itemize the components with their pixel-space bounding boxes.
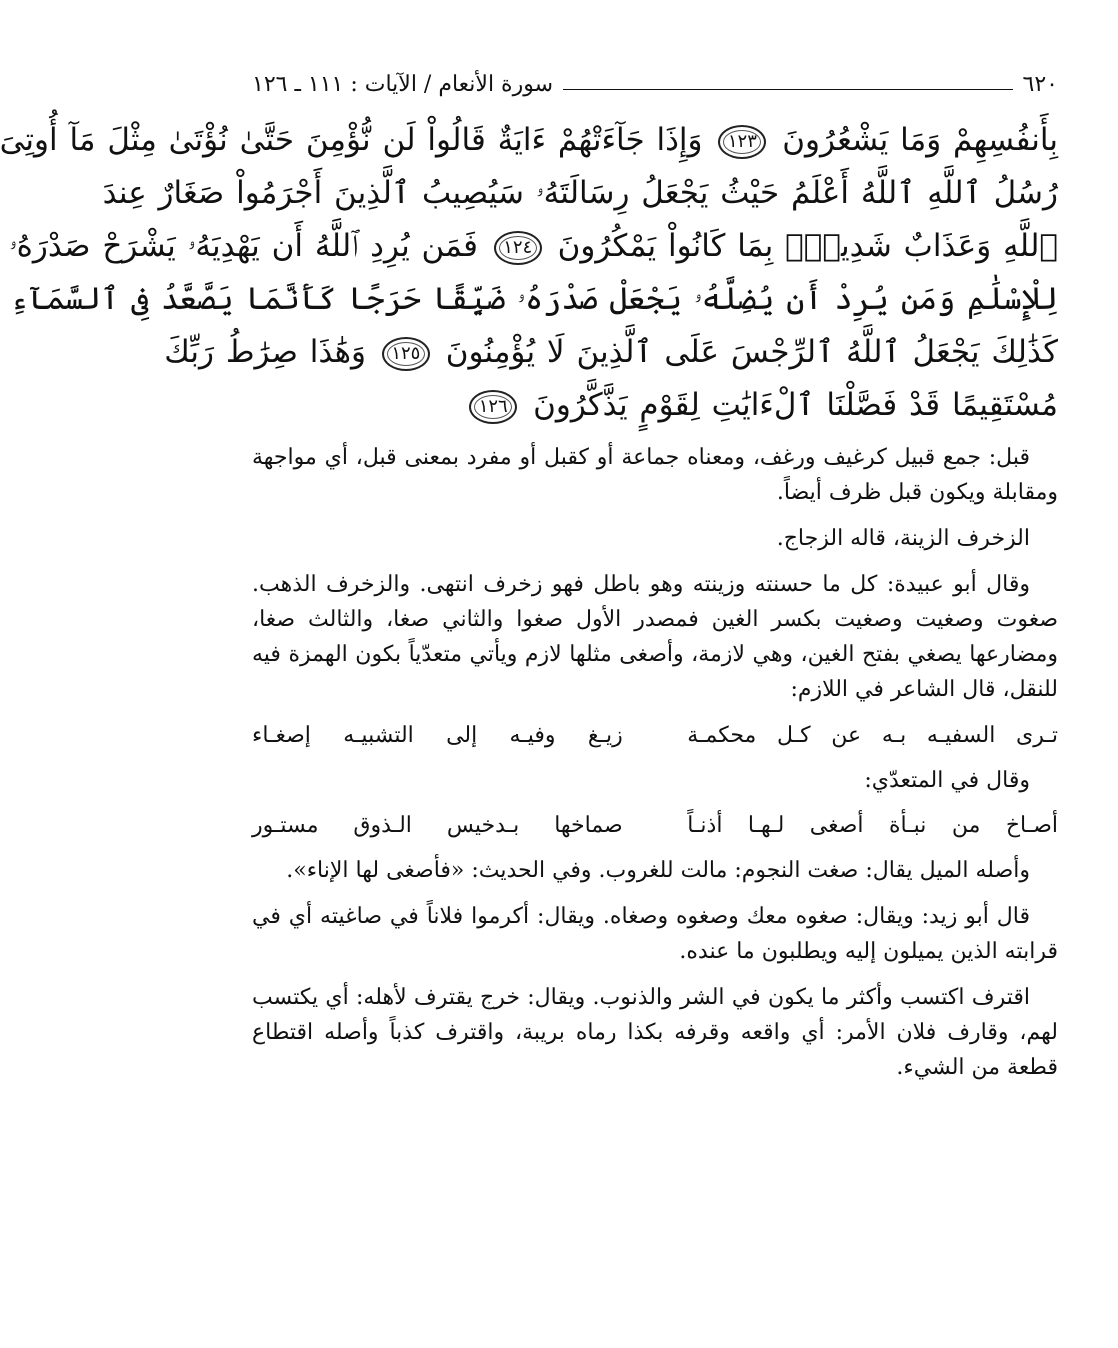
poetry-hemistich-second: زيـغ وفيـه إلى التشبيـه إصغـاء [252, 723, 623, 748]
quran-segment: مُسْتَقِيمًا قَدْ فَصَّلْنَا ٱلْءَايَٰتِ لِقَوْمٍ يَذَّكَّرُونَ [533, 387, 1058, 423]
quran-segment: ٱللَّهِ وَعَذَابٌ شَدِيدٌۢ بِمَا كَانُواْ يَمْكُرُونَ [557, 228, 1058, 264]
poetry-hemistich-first: تـرى السفيـه بـه عن كـل محكمـة [687, 723, 1058, 748]
quran-line [102, 167, 1058, 220]
quran-line [8, 220, 1058, 273]
quran-segment: كَذَٰلِكَ يَجْعَلُ ٱللَّهُ ٱلرِّجْسَ عَلَى ٱلَّذِينَ لَا يُؤْمِنُونَ [445, 334, 1058, 370]
poetry-verse [252, 808, 1058, 843]
commentary-paragraph: قال أبو زيد: ويقال: صغوه معك وصغوه وصغاه. ويقال: أكرموا فلاناً في صاغيته أي في قرابته الذين يميلون إليه ويطلبون ما عنده. [252, 904, 1058, 964]
quran-segment: فَمَن يُرِدِ ٱللَّهُ أَن يَهْدِيَهُۥ يَشْرَحْ صَدْرَهُۥ [8, 228, 478, 264]
poetry-hemistich-second: صماخها بـدخيس الـذوق مستـور [252, 813, 623, 838]
ayah-number-icon: ١٢٤ [494, 231, 542, 265]
commentary-block [252, 440, 1058, 1085]
page-header [252, 62, 1058, 102]
poetry-intro: وقال في المتعدّي: [864, 768, 1030, 793]
quran-segment: لِلْإِسْلَٰمِ وَمَن يُرِدْ أَن يُضِلَّهُۥ يَجْعَلْ صَدْرَهُۥ ضَيِّقًا حَرَجًا كَأَنَّمَا يَصَّعَّدُ فِى ٱلسَّمَآءِ [10, 281, 1058, 317]
book-page [0, 62, 1058, 1332]
commentary-paragraph: وقال أبو عبيدة: كل ما حسنته وزينته وهو باطل فهو زخرف انتهى. والزخرف الذهب. صغوت وصغيت وصغيت بكسر الغين فمصدر الأول صغوا والثاني صغا، والثالث صغا، ومضارعها يصغي بفتح الغين، وهي لازمة، وأصغى مثلها لازم ويأتي متعدّياً بكون الهمزة فيه للنقل، قال الشاعر في اللازم: [252, 572, 1058, 702]
quran-segment: بِأَنفُسِهِمْ وَمَا يَشْعُرُونَ [782, 122, 1058, 158]
ayah-number-icon: ١٢٣ [718, 125, 766, 159]
poetry-verse [252, 718, 1058, 753]
commentary-paragraph: قبل: جمع قبيل كرغيف ورغف، ومعناه جماعة أو كقبل أو مفرد بمعنى قبل، أي مواجهة ومقابلة ويكون قبل ظرف أيضاً. [252, 445, 1058, 505]
ayah-number-icon: ١٢٦ [469, 390, 517, 424]
quran-line [10, 273, 1058, 326]
quran-line [252, 379, 1058, 432]
poetry-hemistich-first: أصـاخ من نبـأة أصغى لـهـا أذنـاً [687, 813, 1058, 838]
commentary-paragraph: وأصله الميل يقال: صغت النجوم: مالت للغروب. وفي الحديث: «فأصغى لها الإناء». [286, 858, 1030, 883]
header-rule [563, 88, 1013, 90]
quran-line [0, 114, 1058, 167]
commentary-paragraph: اقترف اكتسب وأكثر ما يكون في الشر والذنوب. ويقال: خرج يقترف لأهله: أي يكتسب لهم، وقارف فلان الأمر: أي واقعه وقرفه بكذا رماه بريبة، واقترف كذباً وأصله اقتطاع قطعة من الشيء. [252, 985, 1058, 1080]
running-title: سورة الأنعام / الآيات : ١١١ ـ ١٢٦ [252, 72, 553, 97]
page-number: ٦٢٠ [1022, 72, 1058, 97]
quran-segment: رُسُلُ ٱللَّهِ ٱللَّهُ أَعْلَمُ حَيْثُ يَجْعَلُ رِسَالَتَهُۥ سَيُصِيبُ ٱلَّذِينَ أَجْرَمُواْ صَغَارٌ عِندَ [102, 175, 1058, 211]
quran-segment: وَإِذَا جَآءَتْهُمْ ءَايَةٌ قَالُواْ لَن نُّؤْمِنَ حَتَّىٰ نُؤْتَىٰ مِثْلَ مَآ أُوتِىَ [0, 122, 703, 158]
ayah-number-icon: ١٢٥ [382, 337, 430, 371]
commentary-paragraph: الزخرف الزينة، قاله الزجاج. [776, 526, 1030, 551]
quran-text-block [0, 114, 1058, 432]
quran-line [164, 326, 1058, 379]
quran-segment: وَهَٰذَا صِرَٰطُ رَبِّكَ [164, 334, 366, 370]
